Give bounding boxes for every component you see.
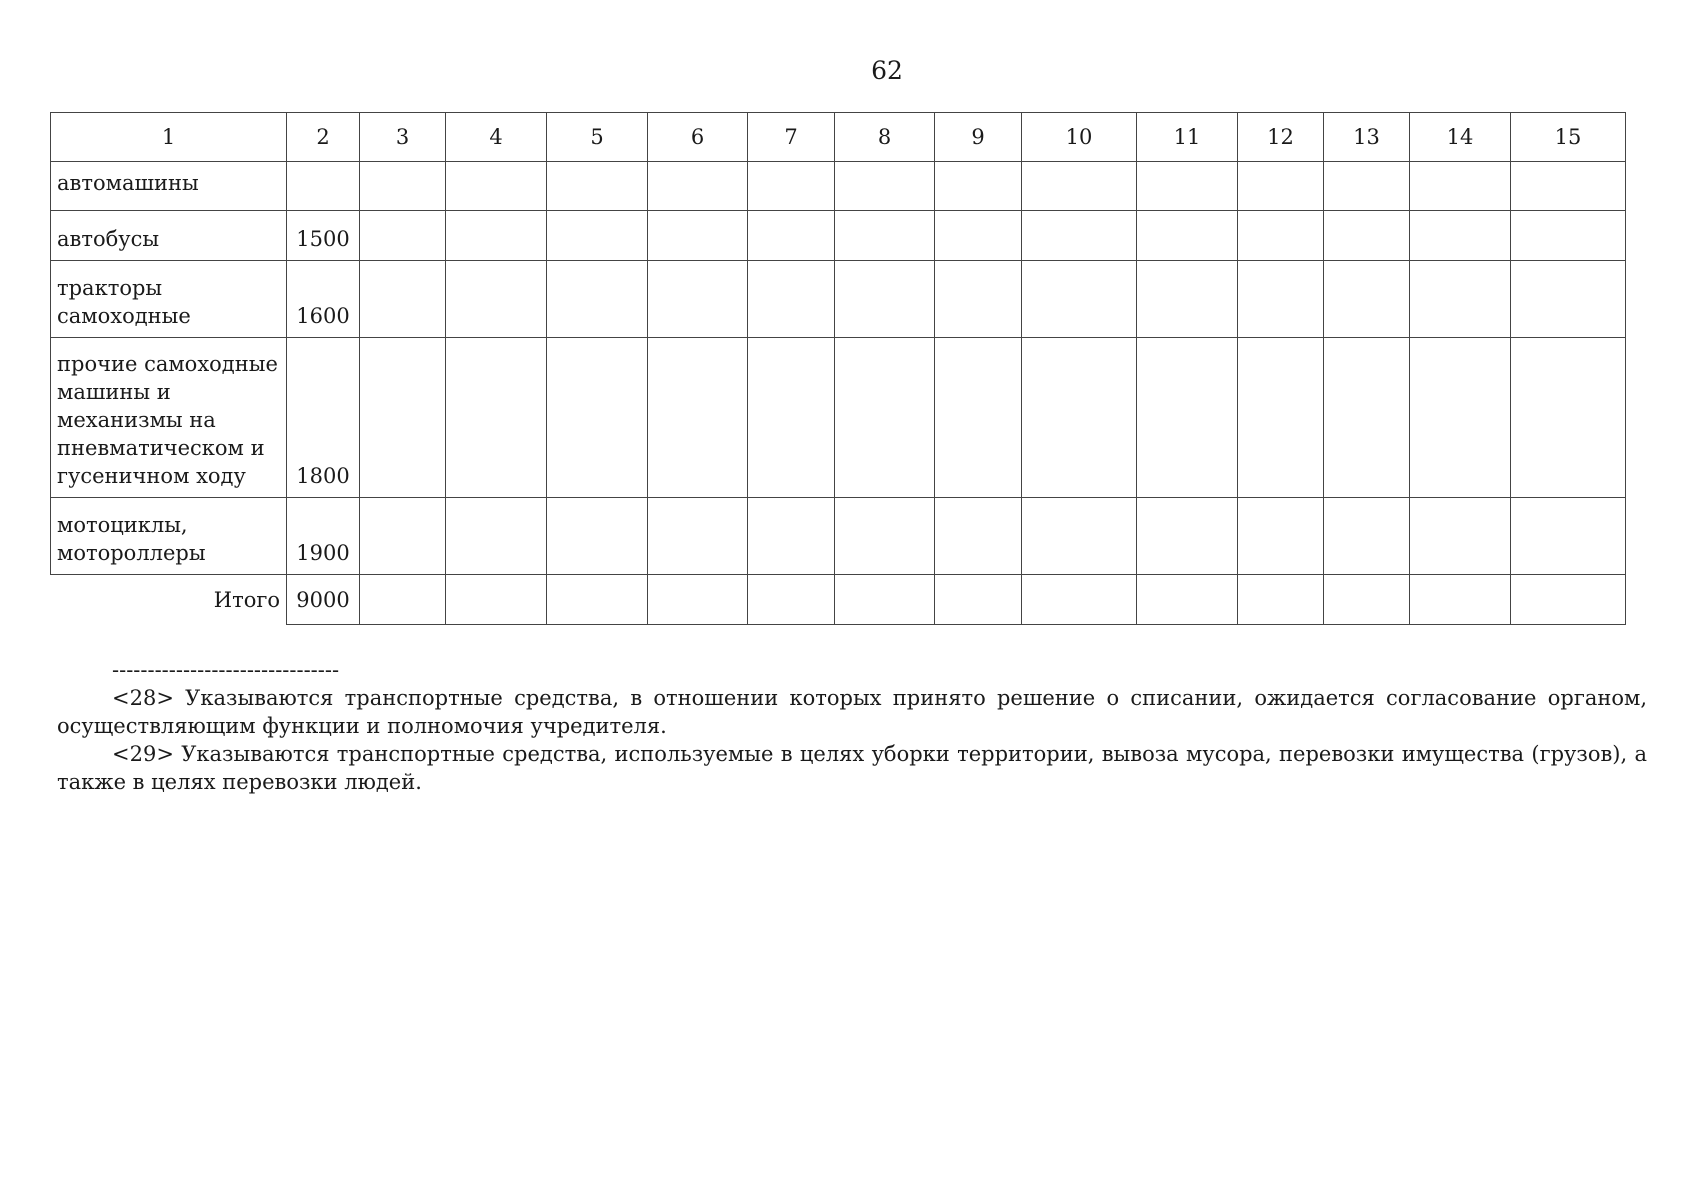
row-name-cell: прочие самоходные машины и механизмы на пневматическом и гусеничном ходу (51, 338, 287, 498)
column-header: 6 (648, 113, 748, 162)
table-row (51, 211, 1626, 261)
empty-cell (1238, 211, 1324, 261)
column-header: 13 (1324, 113, 1410, 162)
total-row (51, 575, 1626, 625)
column-header: 5 (547, 113, 648, 162)
empty-cell (835, 498, 935, 575)
table-row (51, 498, 1626, 575)
empty-cell (648, 211, 748, 261)
empty-cell (748, 498, 835, 575)
empty-cell (648, 162, 748, 211)
page-number: 62 (871, 56, 903, 85)
empty-cell (1022, 211, 1137, 261)
empty-cell (935, 211, 1022, 261)
row-code-cell: 1800 (287, 338, 360, 498)
table-row (51, 261, 1626, 338)
column-header: 12 (1238, 113, 1324, 162)
footnote-separator: -------------------------------- (112, 658, 340, 682)
empty-cell (1137, 162, 1238, 211)
column-header: 15 (1511, 113, 1626, 162)
footnotes (57, 656, 1647, 796)
row-code-cell: 1500 (287, 211, 360, 261)
empty-cell (1238, 338, 1324, 498)
footnote-29: <29> Указываются транспортные средства, используемые в целях уборки территории, вывоза мусора, перевозки имущества (грузов), а также в целях перевозки людей. (57, 742, 1647, 794)
empty-cell (1022, 162, 1137, 211)
empty-cell (1410, 261, 1511, 338)
empty-cell (446, 162, 547, 211)
empty-cell (547, 261, 648, 338)
empty-cell (835, 261, 935, 338)
empty-cell (1137, 498, 1238, 575)
empty-cell (360, 498, 446, 575)
empty-cell (1022, 338, 1137, 498)
empty-cell (835, 575, 935, 625)
empty-cell (1410, 338, 1511, 498)
empty-cell (1137, 261, 1238, 338)
empty-cell (748, 575, 835, 625)
empty-cell (1238, 261, 1324, 338)
empty-cell (835, 162, 935, 211)
table-row (51, 338, 1626, 498)
empty-cell (1511, 162, 1626, 211)
column-header: 7 (748, 113, 835, 162)
vehicles-table (50, 112, 1626, 625)
empty-cell (547, 162, 648, 211)
empty-cell (547, 338, 648, 498)
empty-cell (1324, 575, 1410, 625)
empty-cell (547, 211, 648, 261)
empty-cell (1238, 498, 1324, 575)
empty-cell (1410, 211, 1511, 261)
empty-cell (360, 211, 446, 261)
column-header: 11 (1137, 113, 1238, 162)
empty-cell (748, 338, 835, 498)
column-header: 14 (1410, 113, 1511, 162)
empty-cell (1137, 575, 1238, 625)
column-header: 1 (51, 113, 287, 162)
row-code-cell: 1600 (287, 261, 360, 338)
row-name-cell: мотоциклы, мотороллеры (51, 498, 287, 575)
empty-cell (1410, 498, 1511, 575)
empty-cell (446, 211, 547, 261)
empty-cell (648, 338, 748, 498)
column-header: 2 (287, 113, 360, 162)
empty-cell (1511, 575, 1626, 625)
empty-cell (648, 575, 748, 625)
total-label: Итого (51, 575, 287, 625)
row-name-cell: автобусы (51, 211, 287, 261)
row-name-cell: автомашины (51, 162, 287, 211)
empty-cell (1410, 575, 1511, 625)
empty-cell (1324, 338, 1410, 498)
empty-cell (835, 338, 935, 498)
empty-cell (648, 261, 748, 338)
empty-cell (748, 261, 835, 338)
total-code-cell: 9000 (287, 575, 360, 625)
column-header: 3 (360, 113, 446, 162)
empty-cell (1511, 211, 1626, 261)
empty-cell (935, 338, 1022, 498)
empty-cell (1324, 162, 1410, 211)
empty-cell (1511, 261, 1626, 338)
empty-cell (360, 162, 446, 211)
empty-cell (446, 338, 547, 498)
empty-cell (1410, 162, 1511, 211)
empty-cell (1137, 338, 1238, 498)
empty-cell (1324, 211, 1410, 261)
empty-cell (1022, 498, 1137, 575)
empty-cell (360, 575, 446, 625)
empty-cell (446, 261, 547, 338)
empty-cell (547, 575, 648, 625)
footnote-28: <28> Указываются транспортные средства, в отношении которых принято решение о списании, ожидается согласование органом, осуществляющим функции и полномочия учредителя. (57, 686, 1647, 738)
empty-cell (1511, 338, 1626, 498)
empty-cell (1022, 261, 1137, 338)
empty-cell (1324, 261, 1410, 338)
empty-cell (547, 498, 648, 575)
empty-cell (1324, 498, 1410, 575)
empty-cell (935, 261, 1022, 338)
empty-cell (1238, 575, 1324, 625)
column-header: 8 (835, 113, 935, 162)
row-code-cell (287, 162, 360, 211)
row-name-cell: тракторы самоходные (51, 261, 287, 338)
empty-cell (446, 498, 547, 575)
empty-cell (360, 261, 446, 338)
empty-cell (935, 498, 1022, 575)
empty-cell (1022, 575, 1137, 625)
empty-cell (648, 498, 748, 575)
empty-cell (1511, 498, 1626, 575)
empty-cell (748, 162, 835, 211)
empty-cell (1137, 211, 1238, 261)
empty-cell (935, 575, 1022, 625)
column-header: 9 (935, 113, 1022, 162)
empty-cell (935, 162, 1022, 211)
table-row (51, 162, 1626, 211)
row-code-cell: 1900 (287, 498, 360, 575)
table-header-row (51, 113, 1626, 162)
empty-cell (835, 211, 935, 261)
column-header: 4 (446, 113, 547, 162)
empty-cell (360, 338, 446, 498)
empty-cell (1238, 162, 1324, 211)
empty-cell (748, 211, 835, 261)
column-header: 10 (1022, 113, 1137, 162)
empty-cell (446, 575, 547, 625)
